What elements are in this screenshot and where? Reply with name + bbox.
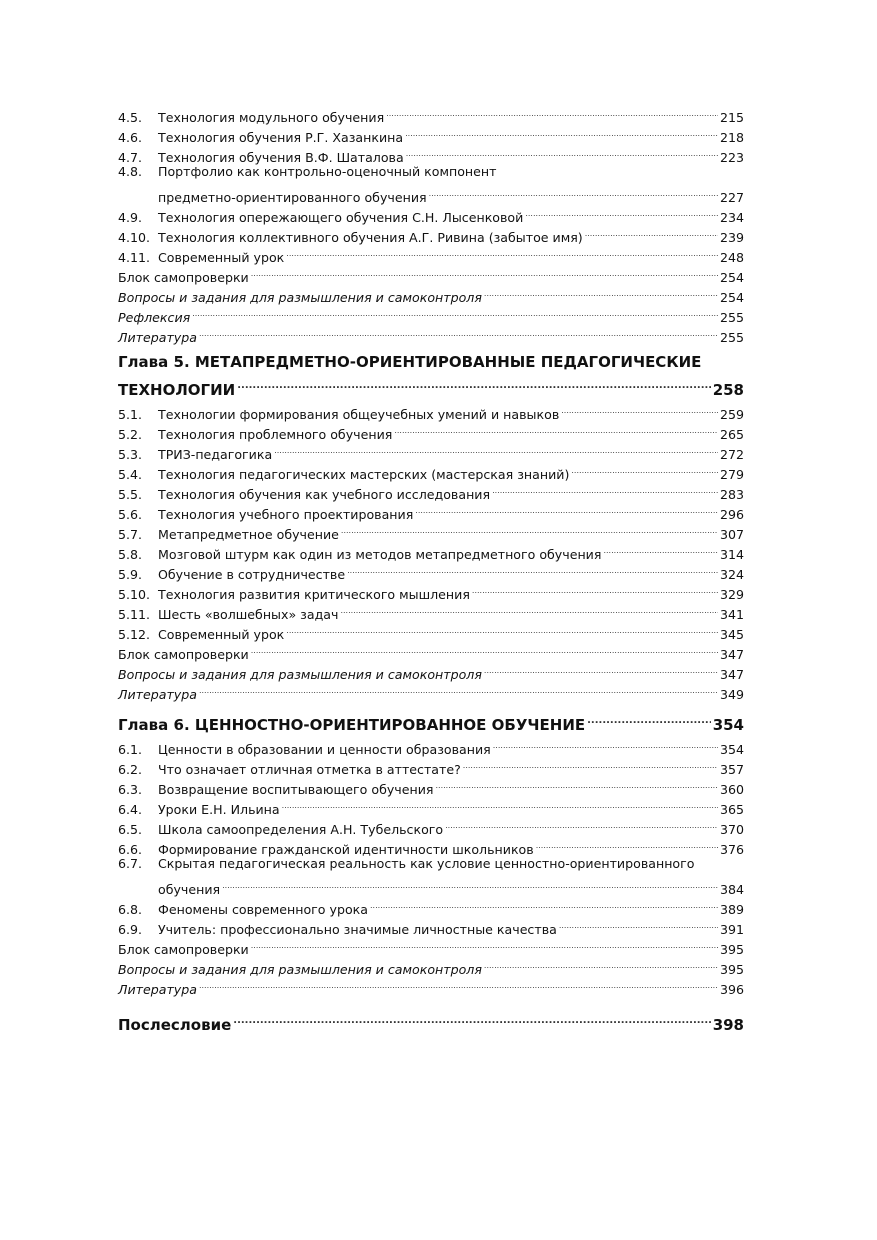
entry-number: 4.8. <box>118 164 143 179</box>
toc-entry <box>118 399 744 422</box>
dot-leader <box>445 814 718 834</box>
entry-page: 365 <box>719 802 744 817</box>
entry-page: 255 <box>719 310 744 325</box>
entry-page: 279 <box>719 467 744 482</box>
afterword-page: 398 <box>712 1016 744 1034</box>
entry-page: 395 <box>719 962 744 977</box>
dot-leader <box>484 954 718 974</box>
entry-page: 265 <box>719 427 744 442</box>
chapter-page: 354 <box>712 716 744 734</box>
entry-number: 5.6. <box>118 507 143 522</box>
dot-leader <box>251 262 718 282</box>
entry-title: Современный урок <box>158 627 285 642</box>
entry-title: Что означает отличная отметка в аттестате? <box>158 762 461 777</box>
entry-page: 347 <box>719 667 744 682</box>
entry-page: 223 <box>719 150 744 165</box>
entry-number: 5.12. <box>118 627 151 642</box>
entry-page: 376 <box>719 842 744 857</box>
dot-leader <box>286 619 718 639</box>
entry-number: 6.5. <box>118 822 143 837</box>
entry-page: 345 <box>719 627 744 642</box>
entry-number: 5.8. <box>118 547 143 562</box>
dot-leader <box>286 242 718 262</box>
entry-title: Современный урок <box>158 250 285 265</box>
entry-number: 4.10. <box>118 230 151 245</box>
dot-leader <box>237 373 710 395</box>
dot-leader <box>394 419 718 439</box>
entry-number: 4.11. <box>118 250 151 265</box>
entry-title: Блок самопроверки <box>118 647 249 662</box>
afterword-title: Послесловие <box>118 1016 232 1034</box>
entry-title: Вопросы и задания для размышления и самоконтроля <box>118 962 482 977</box>
entry-title: Феномены современного урока <box>158 902 368 917</box>
toc-entry <box>118 322 744 345</box>
dot-leader <box>251 639 718 659</box>
toc-entry <box>118 734 744 757</box>
dot-leader <box>386 102 718 122</box>
dot-leader <box>484 282 718 302</box>
dot-leader <box>233 1008 710 1030</box>
toc-entry <box>118 302 744 325</box>
entry-page: 259 <box>719 407 744 422</box>
entry-number: 4.7. <box>118 150 143 165</box>
entry-title: Рефлексия <box>118 310 191 325</box>
entry-page: 349 <box>719 687 744 702</box>
entry-page: 296 <box>719 507 744 522</box>
entry-title: Формирование гражданской идентичности школьников <box>158 842 534 857</box>
entry-title: Школа самоопределения А.Н. Тубельского <box>158 822 444 837</box>
dot-leader <box>559 914 718 934</box>
dot-leader <box>199 322 718 342</box>
dot-leader <box>436 774 718 794</box>
entry-page: 248 <box>719 250 744 265</box>
dot-leader <box>429 182 718 202</box>
entry-title: Метапредметное обучение <box>158 527 339 542</box>
dot-leader <box>585 222 718 242</box>
chapter-heading <box>118 351 744 399</box>
entry-page: 360 <box>719 782 744 797</box>
entry-title: Уроки Е.Н. Ильина <box>158 802 280 817</box>
entry-title: Возвращение воспитывающего обучения <box>158 782 434 797</box>
dot-leader <box>341 519 718 539</box>
chapter-heading <box>118 708 744 734</box>
entry-number: 6.6. <box>118 842 143 857</box>
afterword-heading <box>118 1008 744 1034</box>
toc-entry <box>118 974 744 997</box>
entry-number: 5.5. <box>118 487 143 502</box>
entry-number: 4.9. <box>118 210 143 225</box>
dot-leader <box>472 579 718 599</box>
table-of-contents <box>118 102 744 1034</box>
dot-leader <box>493 734 718 754</box>
entry-page: 307 <box>719 527 744 542</box>
entry-number: 4.6. <box>118 130 143 145</box>
dot-leader <box>192 302 718 322</box>
entry-title: Обучение в сотрудничестве <box>158 567 346 582</box>
entry-number: 5.4. <box>118 467 143 482</box>
entry-page: 341 <box>719 607 744 622</box>
entry-title: Вопросы и задания для размышления и самоконтроля <box>118 667 482 682</box>
chapter-title: Глава 6. ЦЕННОСТНО-ОРИЕНТИРОВАННОЕ ОБУЧЕНИЕ <box>118 716 586 734</box>
entry-title: Блок самопроверки <box>118 270 249 285</box>
entry-title: Технология обучения В.Ф. Шаталова <box>158 150 404 165</box>
entry-title: Литература <box>118 330 197 345</box>
entry-page: 272 <box>719 447 744 462</box>
entry-page: 395 <box>719 942 744 957</box>
entry-page: 370 <box>719 822 744 837</box>
entry-title: Литература <box>118 982 197 997</box>
entry-number: 6.3. <box>118 782 143 797</box>
entry-title: ТРИЗ-педагогика <box>158 447 273 462</box>
entry-number: 5.9. <box>118 567 143 582</box>
entry-page: 234 <box>719 210 744 225</box>
entry-page: 357 <box>719 762 744 777</box>
entry-number: 4.5. <box>118 110 143 125</box>
dot-leader <box>340 599 718 619</box>
entry-title: Литература <box>118 687 197 702</box>
dot-leader <box>484 659 718 679</box>
entry-title: Вопросы и задания для размышления и самоконтроля <box>118 290 482 305</box>
chapter-title: Глава 5. МЕТАПРЕДМЕТНО-ОРИЕНТИРОВАННЫЕ ПЕДАГОГИЧЕСКИЕ <box>118 353 702 371</box>
dot-leader <box>222 874 718 894</box>
entry-title: Шесть «волшебных» задач <box>158 607 339 622</box>
entry-number: 6.9. <box>118 922 143 937</box>
entry-page: 347 <box>719 647 744 662</box>
entry-title: Ценности в образовании и ценности образования <box>158 742 491 757</box>
dot-leader <box>199 679 718 699</box>
entry-title: Скрытая педагогическая реальность как условие ценностно-ориентированного <box>158 856 695 871</box>
entry-title: Блок самопроверки <box>118 942 249 957</box>
entry-page: 215 <box>719 110 744 125</box>
chapter-title-cont: ТЕХНОЛОГИИ <box>118 381 236 399</box>
entry-page: 314 <box>719 547 744 562</box>
entry-title: Технология педагогических мастерских (мастерская знаний) <box>158 467 570 482</box>
dot-leader <box>251 934 718 954</box>
toc-entry <box>118 162 744 182</box>
entry-page: 254 <box>719 270 744 285</box>
entry-title: Технология проблемного обучения <box>158 427 393 442</box>
entry-title: Учитель: профессионально значимые личностные качества <box>158 922 557 937</box>
entry-title: Технологии формирования общеучебных умений и навыков <box>158 407 560 422</box>
entry-number: 5.1. <box>118 407 143 422</box>
toc-entry-continuation <box>118 182 744 205</box>
toc-entry-continuation <box>118 874 744 897</box>
entry-number: 5.7. <box>118 527 143 542</box>
dot-leader <box>274 439 718 459</box>
dot-leader <box>587 708 711 730</box>
entry-number: 5.10. <box>118 587 151 602</box>
entry-page: 227 <box>719 190 744 205</box>
toc-entry <box>118 854 744 874</box>
entry-title: Технология обучения Р.Г. Хазанкина <box>158 130 404 145</box>
entry-number: 6.8. <box>118 902 143 917</box>
entry-page: 324 <box>719 567 744 582</box>
entry-number: 6.4. <box>118 802 143 817</box>
entry-title: обучения <box>158 882 221 897</box>
entry-number: 5.11. <box>118 607 151 622</box>
entry-page: 239 <box>719 230 744 245</box>
toc-entry <box>118 102 744 125</box>
entry-title: Технология учебного проектирования <box>158 507 414 522</box>
entry-page: 255 <box>719 330 744 345</box>
dot-leader <box>282 794 718 814</box>
dot-leader <box>536 834 718 854</box>
entry-title: Технология обучения как учебного исследования <box>158 487 491 502</box>
toc-entry <box>118 679 744 702</box>
dot-leader <box>561 399 718 419</box>
entry-page: 384 <box>719 882 744 897</box>
entry-page: 354 <box>719 742 744 757</box>
dot-leader <box>492 479 718 499</box>
dot-leader <box>571 459 718 479</box>
entry-page: 329 <box>719 587 744 602</box>
entry-number: 5.3. <box>118 447 143 462</box>
chapter-page: 258 <box>712 381 744 399</box>
dot-leader <box>199 974 718 994</box>
dot-leader <box>347 559 718 579</box>
entry-title: Технология коллективного обучения А.Г. Ривина (забытое имя) <box>158 230 583 245</box>
entry-title: предметно-ориентированного обучения <box>158 190 427 205</box>
dot-leader <box>603 539 718 559</box>
entry-page: 389 <box>719 902 744 917</box>
entry-title: Технология развития критического мышления <box>158 587 470 602</box>
entry-page: 254 <box>719 290 744 305</box>
entry-title: Технология модульного обучения <box>158 110 385 125</box>
dot-leader <box>525 202 718 222</box>
entry-page: 218 <box>719 130 744 145</box>
dot-leader <box>415 499 718 519</box>
entry-page: 283 <box>719 487 744 502</box>
dot-leader <box>406 142 718 162</box>
entry-page: 396 <box>719 982 744 997</box>
dot-leader <box>463 754 718 774</box>
entry-number: 6.7. <box>118 856 143 871</box>
entry-number: 5.2. <box>118 427 143 442</box>
dot-leader <box>405 122 718 142</box>
entry-number: 6.1. <box>118 742 143 757</box>
entry-title: Портфолио как контрольно-оценочный компонент <box>158 164 497 179</box>
dot-leader <box>370 894 718 914</box>
entry-page: 391 <box>719 922 744 937</box>
entry-title: Мозговой штурм как один из методов метапредметного обучения <box>158 547 602 562</box>
entry-number: 6.2. <box>118 762 143 777</box>
entry-title: Технология опережающего обучения С.Н. Лысенковой <box>158 210 524 225</box>
